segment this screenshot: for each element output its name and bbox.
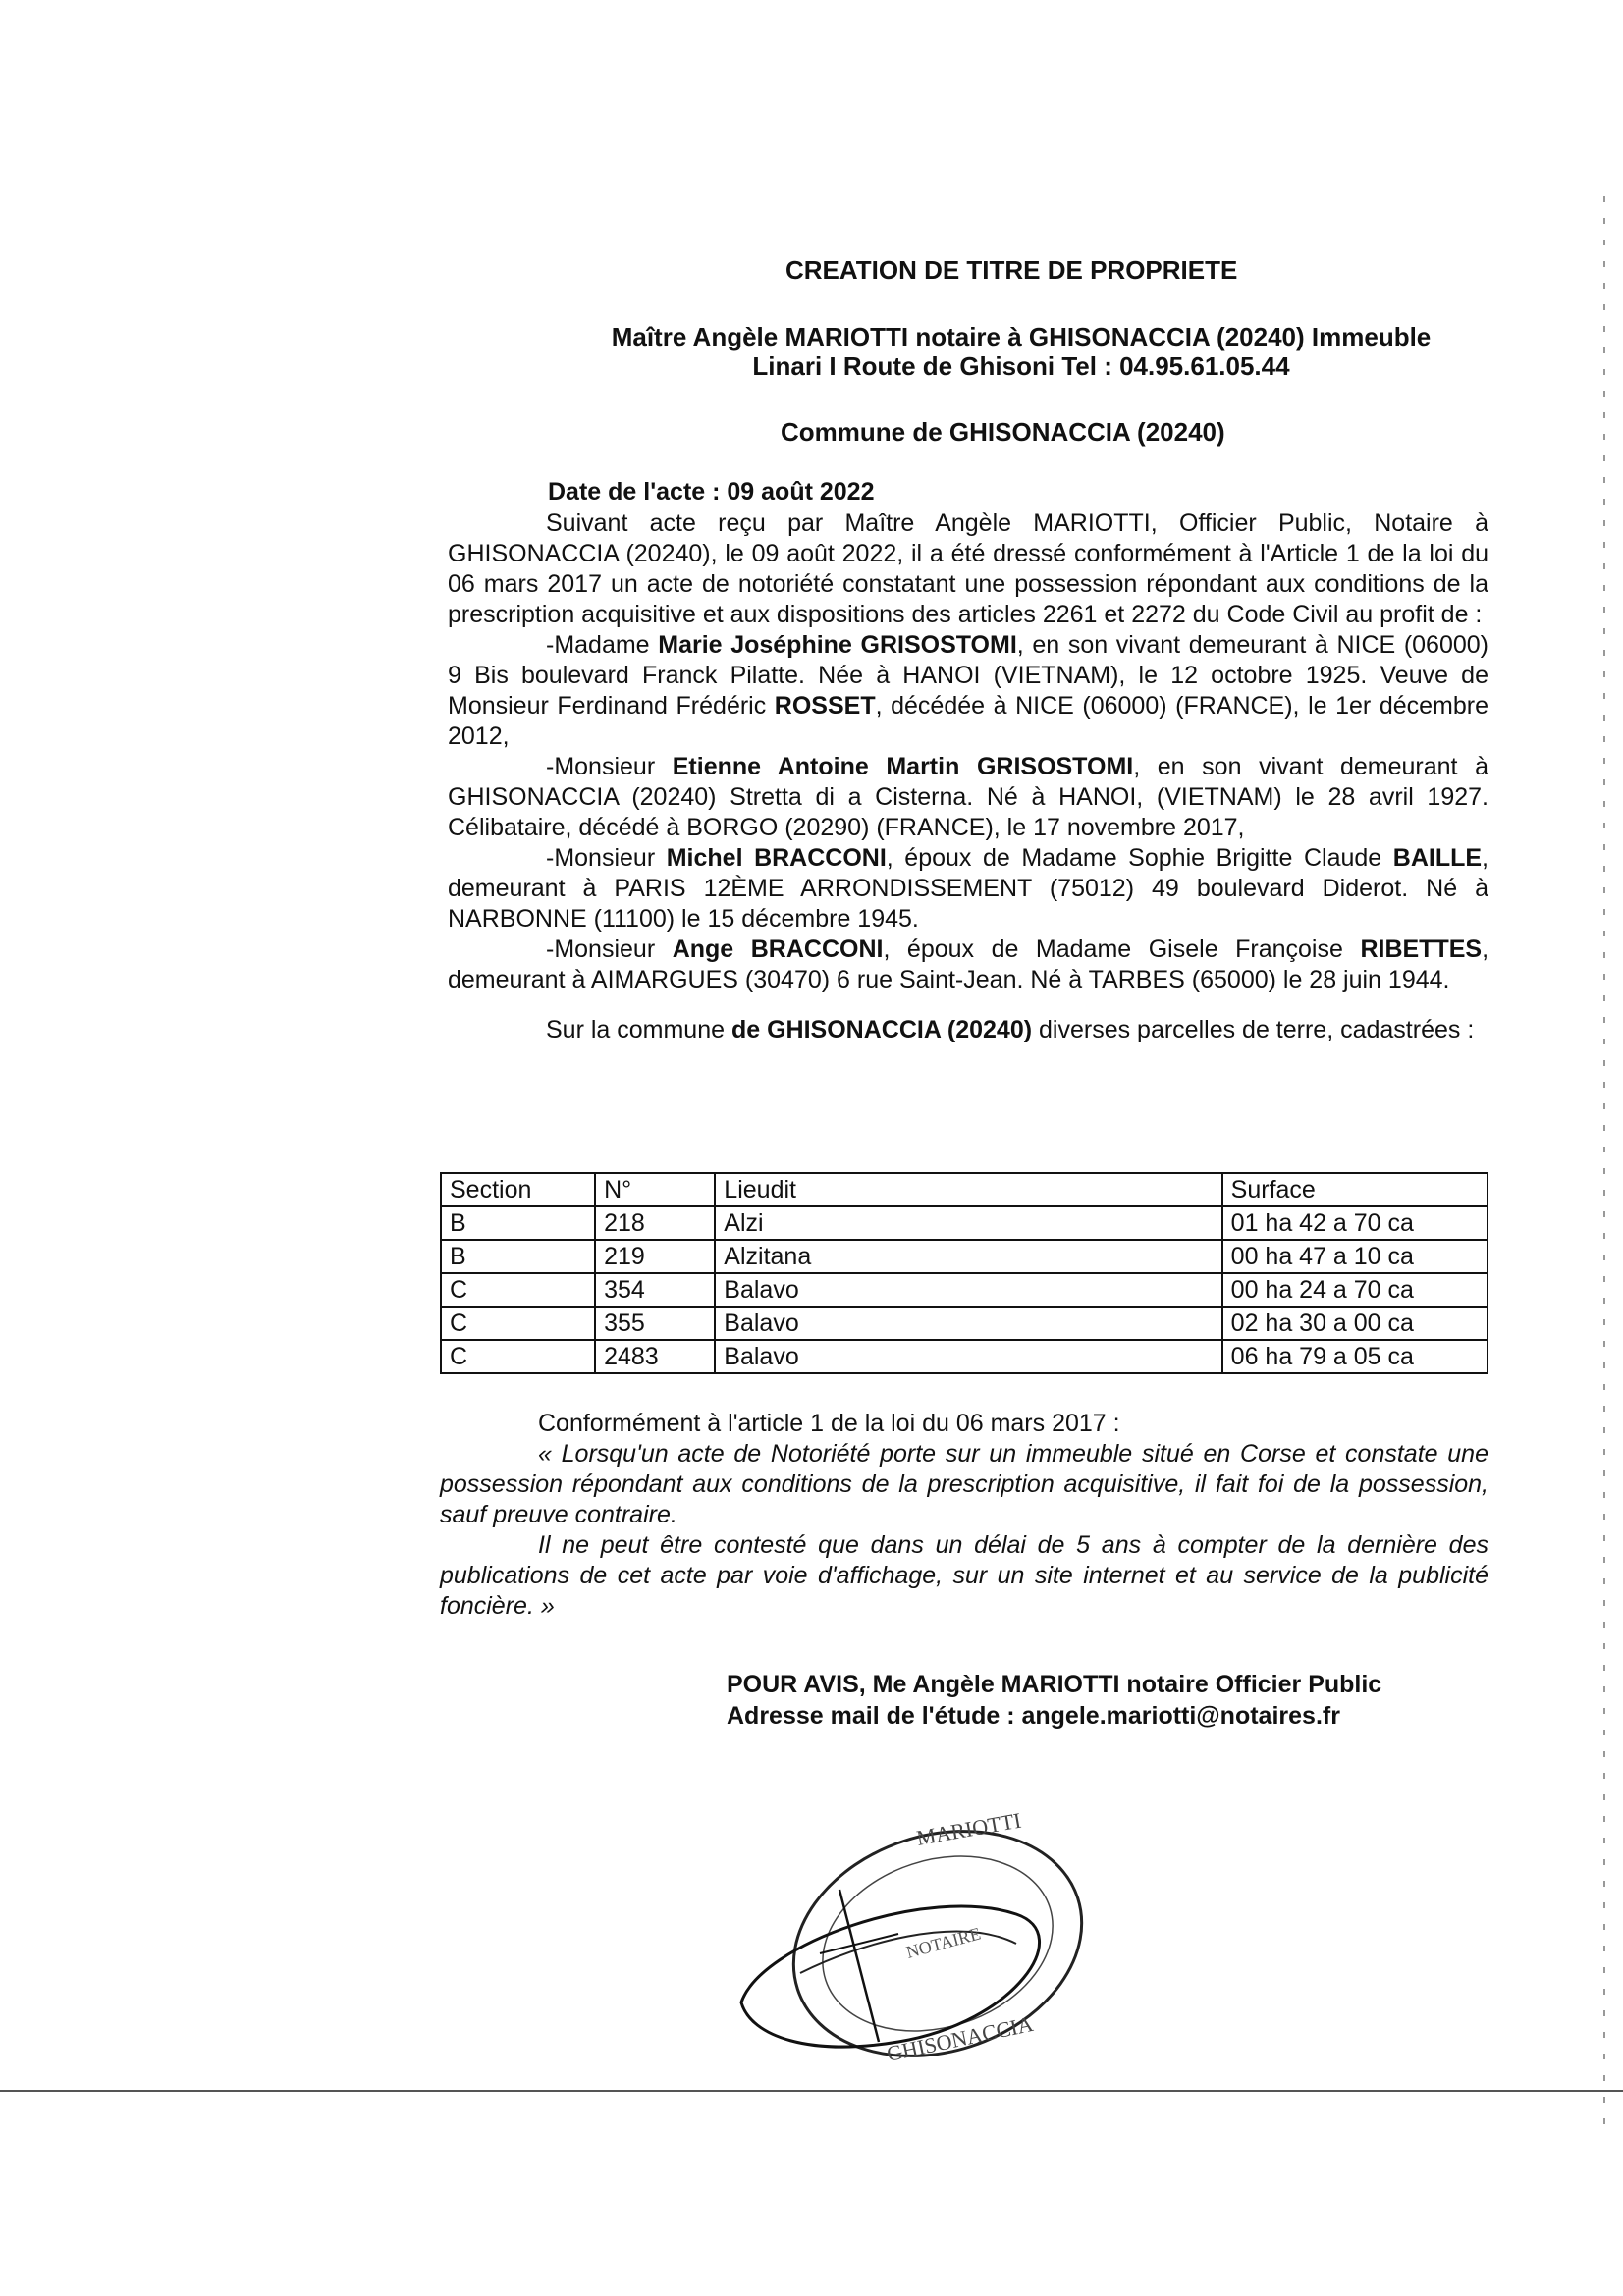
law-citation	[440, 1409, 1488, 1622]
table-row	[441, 1307, 1488, 1340]
cell-surface: 01 ha 42 a 70 ca	[1222, 1206, 1488, 1240]
beneficiary-details: , en son vivant demeurant à GHISONACCIA (20240) Stretta di a Cisterna. Né à HANOI, (VIETNAM) le 28 avril 1927. Célibataire, décédé à BORGO (20290) (FRANCE), le 17 novembre 2017,	[448, 753, 1489, 841]
act-date: Date de l'acte : 09 août 2022	[548, 478, 875, 506]
beneficiary-details: , époux de Madame Sophie Brigitte Claude	[886, 844, 1393, 872]
notary-line-2: Linari I Route de Ghisoni Tel : 04.95.61.05.44	[752, 351, 1290, 381]
notary-line-1: Maître Angèle MARIOTTI notaire à GHISONACCIA (20240) Immeuble	[611, 322, 1432, 351]
table-header-row	[441, 1173, 1488, 1206]
cell-number: 2483	[595, 1340, 715, 1373]
act-body	[448, 508, 1488, 1045]
cell-section: C	[441, 1340, 595, 1373]
stamp-text-mid: NOTAIRE	[903, 1923, 983, 1962]
cell-lieudit: Balavo	[715, 1273, 1221, 1307]
table-row	[441, 1273, 1488, 1307]
header-section: Section	[441, 1173, 595, 1206]
document-title: CREATION DE TITRE DE PROPRIETE	[785, 255, 1238, 285]
header-lieudit: Lieudit	[715, 1173, 1221, 1206]
spouse-name: ROSSET	[774, 692, 876, 720]
parcels-intro-end: diverses parcelles de terre, cadastrées :	[1032, 1016, 1475, 1043]
spouse-name: RIBETTES	[1360, 935, 1483, 963]
beneficiary-prefix: -Monsieur	[546, 935, 673, 963]
stamp-text-top: MARIOTTI	[914, 1807, 1023, 1850]
table-row	[441, 1340, 1488, 1373]
cell-surface: 06 ha 79 a 05 ca	[1222, 1340, 1488, 1373]
spouse-name: BAILLE	[1392, 844, 1483, 872]
beneficiary-name: Marie Joséphine GRISOSTOMI	[658, 631, 1017, 659]
notary-seal-stamp	[722, 1796, 1134, 2081]
cell-section: B	[441, 1206, 595, 1240]
cell-section: C	[441, 1273, 595, 1307]
cell-lieudit: Alzi	[715, 1206, 1221, 1240]
cell-lieudit: Balavo	[715, 1340, 1221, 1373]
beneficiary-3	[448, 843, 1488, 934]
cadastral-table	[440, 1172, 1488, 1374]
cell-number: 219	[595, 1240, 715, 1273]
header-surface: Surface	[1222, 1173, 1488, 1206]
cell-surface: 00 ha 24 a 70 ca	[1222, 1273, 1488, 1307]
signature-email: Adresse mail de l'étude : angele.mariotti@notaires.fr	[727, 1702, 1340, 1730]
beneficiary-4	[448, 934, 1488, 995]
beneficiary-name: Etienne Antoine Martin GRISOSTOMI	[672, 753, 1134, 780]
cell-number: 355	[595, 1307, 715, 1340]
law-quote-1: « Lorsqu'un acte de Notoriété porte sur un immeuble situé en Corse et constate une possession répondant aux conditions de la prescription acquisitive, il fait foi de la possession, sauf preuve contraire.	[440, 1440, 1488, 1528]
cell-section: C	[441, 1307, 595, 1340]
law-quote-2: Il ne peut être contesté que dans un délai de 5 ans à compter de la dernière des publications de cet acte par voie d'affichage, sur un site internet et au service de la publicité foncière. »	[440, 1531, 1488, 1620]
beneficiary-prefix: -Monsieur	[546, 844, 667, 872]
cell-surface: 02 ha 30 a 00 ca	[1222, 1307, 1488, 1340]
law-intro: Conformément à l'article 1 de la loi du 06 mars 2017 :	[538, 1410, 1120, 1437]
scan-edge-artifact	[1603, 196, 1605, 2140]
signature-line-1: POUR AVIS, Me Angèle MARIOTTI notaire Officier Public	[727, 1671, 1382, 1698]
beneficiary-details-end: , demeurant à PARIS 12ÈME ARRONDISSEMENT (75012) 49 boulevard Diderot. Né à NARBONNE (11100) le 15 décembre 1945.	[448, 844, 1488, 933]
beneficiary-prefix: -Madame	[546, 631, 659, 659]
cell-number: 218	[595, 1206, 715, 1240]
beneficiary-details-end: , demeurant à AIMARGUES (30470) 6 rue Saint-Jean. Né à TARBES (65000) le 28 juin 1944.	[448, 935, 1489, 993]
beneficiary-prefix: -Monsieur	[546, 753, 673, 780]
cell-number: 354	[595, 1273, 715, 1307]
parcels-intro	[448, 1015, 1488, 1045]
cell-lieudit: Balavo	[715, 1307, 1221, 1340]
beneficiary-details: , époux de Madame Gisele Françoise	[883, 935, 1361, 963]
beneficiary-1	[448, 630, 1488, 752]
stamp-text-bottom: GHISONACCIA	[884, 2010, 1036, 2066]
beneficiary-details: , en son vivant demeurant à NICE (06000) 9 Bis boulevard Franck Pilatte. Née à HANOI (VIETNAM), le 12 octobre 1925. Veuve de Monsieur Ferdinand Frédéric	[448, 631, 1489, 720]
table-row	[441, 1206, 1488, 1240]
beneficiary-name: Michel BRACCONI	[666, 844, 887, 872]
header-number: N°	[595, 1173, 715, 1206]
beneficiary-2	[448, 752, 1488, 843]
cell-surface: 00 ha 47 a 10 ca	[1222, 1240, 1488, 1273]
cell-section: B	[441, 1240, 595, 1273]
intro-paragraph: Suivant acte reçu par Maître Angèle MARIOTTI, Officier Public, Notaire à GHISONACCIA (20240), le 09 août 2022, il a été dressé conformément à l'Article 1 de la loi du 06 mars 2017 un acte de notoriété constatant une possession répondant aux conditions de la prescription acquisitive et aux dispositions des articles 2261 et 2272 du Code Civil au profit de :	[448, 509, 1488, 628]
bottom-rule	[0, 2090, 1623, 2092]
notary-header	[579, 322, 1463, 381]
beneficiary-name: Ange BRACCONI	[672, 935, 884, 963]
signature-block	[727, 1669, 1381, 1732]
table-row	[441, 1240, 1488, 1273]
cell-lieudit: Alzitana	[715, 1240, 1221, 1273]
beneficiary-details-end: , décédée à NICE (06000) (FRANCE), le 1er décembre 2012,	[448, 692, 1488, 750]
parcels-intro-text: Sur la commune	[546, 1016, 731, 1043]
parcels-commune: de GHISONACCIA (20240)	[730, 1016, 1033, 1043]
commune-heading: Commune de GHISONACCIA (20240)	[781, 417, 1225, 447]
